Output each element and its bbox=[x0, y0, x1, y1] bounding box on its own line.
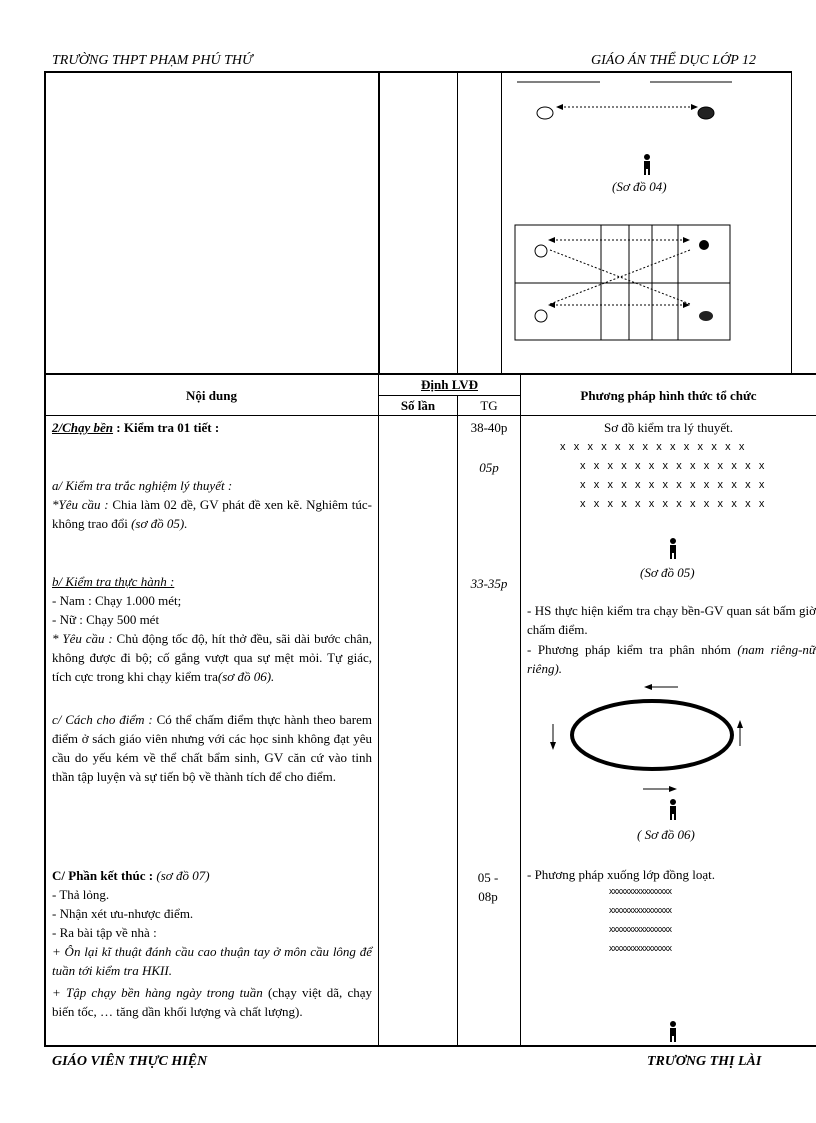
diagram-05-caption: (Sơ đồ 05) bbox=[640, 565, 695, 580]
section-c-title bbox=[52, 866, 372, 885]
req-text: Chủ động tốc độ, hít thở đều, sãi dài bước chân, không được đi bộ; cố gắng vượt qua sự mệt mỏi. Tự giác, tích cực trong khi chạy kiểm tra bbox=[52, 631, 372, 684]
diagram-06-caption: ( Sơ đồ 06) bbox=[637, 827, 695, 842]
dismissal-method-text: - Phương pháp xuống lớp đồng loạt. bbox=[527, 867, 715, 882]
student-row: xxxxxxxxxxxxxxxx bbox=[609, 924, 672, 934]
homework-item-2 bbox=[52, 983, 372, 1021]
group-method-ref: (nam riêng-nữ riêng). bbox=[527, 642, 816, 676]
section-2b-title: b/ Kiểm tra thực hành : bbox=[52, 574, 175, 589]
section-c-ref: (sơ đồ 07) bbox=[153, 868, 210, 883]
section-2a-title: a/ Kiểm tra trắc nghiệm lý thuyết : bbox=[52, 478, 233, 493]
req-label: * Yêu cầu : bbox=[52, 631, 113, 646]
section-2-subtitle: : Kiểm tra 01 tiết : bbox=[113, 420, 220, 435]
footer-teacher-name: TRƯƠNG THỊ LÀI bbox=[647, 1054, 762, 1069]
section-2b-male: - Nam : Chạy 1.000 mét; bbox=[52, 593, 182, 608]
student-row: x x x x x x x x x x x x x x bbox=[580, 460, 767, 472]
student-row: xxxxxxxxxxxxxxxx bbox=[609, 905, 672, 915]
homework-item-2-main: + Tập chạy bền hàng ngày trong tuần bbox=[52, 985, 263, 1000]
section-2-time: 38-40p bbox=[470, 420, 508, 435]
col-method-header: Phương pháp hình thức tổ chức bbox=[580, 388, 757, 403]
section-2a-time: 05p bbox=[479, 460, 499, 475]
student-row: xxxxxxxxxxxxxxxx bbox=[609, 943, 672, 953]
scoring-text: Có thể chấm điểm thực hành theo barem điểm ở sách giáo viên nhưng với các học sinh không đạt yêu cầu do yếu kém về thể chất bẩm sinh, GV căn cứ vào tinh thần tập luyện và sự tiến bộ về thành tích để cho điểm. bbox=[52, 712, 372, 784]
homework-item-1: + Ôn lại kĩ thuật đánh cầu cao thuận tay ở môn cầu lông để tuần tới kiểm tra HKII. bbox=[52, 944, 372, 978]
footer-teacher-label: GIÁO VIÊN THỰC HIỆN bbox=[52, 1054, 208, 1069]
homework-item-2-detail: (chạy việt dã, chạy biến tốc, … tăng dần khối lượng và chất lượng). bbox=[52, 985, 372, 1019]
student-row: xxxxxxxxxxxxxxxx bbox=[609, 886, 672, 896]
practice-method-text: - HS thực hiện kiểm tra chạy bền-GV quan sát bấm giờ chấm điểm. bbox=[527, 603, 816, 637]
req-text: Chia làm 02 đề, GV phát đề xen kẽ. Nghiêm túc-không trao đổi bbox=[52, 497, 372, 531]
section-c-review: - Nhận xét ưu-nhược điểm. bbox=[52, 906, 194, 921]
student-row: x x x x x x x x x x x x x x bbox=[560, 441, 747, 453]
section-c-label: C/ Phần kết thúc : bbox=[52, 868, 154, 883]
col-reps-header: Số lần bbox=[400, 398, 436, 413]
section-c-time: 05 - 08p bbox=[477, 870, 499, 904]
req-ref: (sơ đồ 06). bbox=[217, 669, 275, 684]
teacher-icon bbox=[667, 1021, 679, 1043]
col-content-header: Nội dung bbox=[186, 388, 237, 403]
theory-diagram-caption: Sơ đồ kiểm tra lý thuyết. bbox=[604, 420, 733, 435]
section-c-relax: - Thả lỏng. bbox=[52, 887, 110, 902]
section-2-label: 2/Chạy bền bbox=[52, 420, 114, 435]
req-ref: (sơ đồ 05). bbox=[131, 516, 188, 531]
student-row: x x x x x x x x x x x x x x bbox=[580, 498, 767, 510]
section-2b-time: 33-35p bbox=[470, 576, 508, 591]
scoring-label: c/ Cách cho điểm : bbox=[52, 712, 153, 727]
section-c-homework: - Ra bài tập về nhà : bbox=[52, 925, 157, 940]
teacher-icon bbox=[670, 799, 676, 820]
col-time-header: TG bbox=[480, 398, 498, 413]
section-2b-female: - Nữ : Chạy 500 mét bbox=[52, 612, 160, 627]
school-name: TRƯỜNG THPT PHẠM PHÚ THỨ bbox=[52, 53, 253, 68]
student-row: x x x x x x x x x x x x x x bbox=[580, 479, 767, 491]
col-dose-label: Định LVĐ bbox=[421, 377, 478, 392]
group-method-label: - Phương pháp kiểm tra phân nhóm bbox=[527, 642, 738, 657]
diagram-04-caption: (Sơ đồ 04) bbox=[612, 179, 667, 194]
subject-title: GIÁO ÁN THỂ DỤC LỚP 12 bbox=[591, 53, 757, 68]
req-label: *Yêu cầu : bbox=[52, 497, 109, 512]
